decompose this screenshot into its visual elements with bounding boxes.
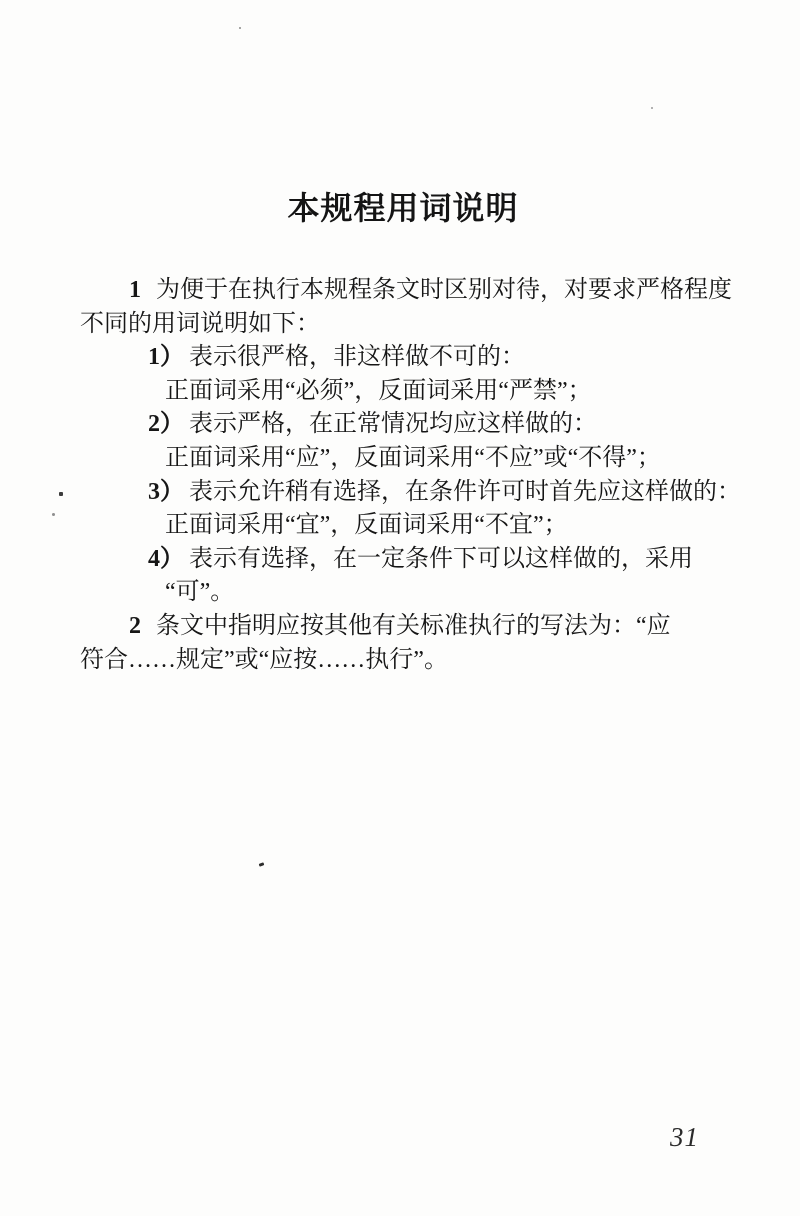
page-number: 31 [670, 1122, 699, 1152]
line-number: 3） [148, 478, 184, 505]
document-title: 本规程用词说明 [287, 190, 519, 226]
line-text: 不同的用词说明如下： [80, 310, 320, 337]
text-line [80, 576, 740, 610]
line-text: 条文中指明应按其他有关标准执行的写法为：“应 [156, 612, 671, 639]
text-line [80, 308, 740, 342]
text-line [80, 543, 740, 577]
text-line [80, 644, 740, 678]
text-line [80, 375, 740, 409]
scan-speck [651, 107, 653, 109]
scan-speck [59, 492, 63, 496]
text-line [80, 442, 740, 476]
scan-speck [52, 513, 55, 516]
line-text: 正面词采用“宜”，反面词采用“不宜”； [165, 512, 568, 539]
text-line [80, 509, 740, 543]
text-line [80, 610, 740, 644]
text-line [80, 476, 740, 510]
line-text: 为便于在执行本规程条文时区别对待，对要求严格程度 [156, 277, 732, 303]
line-number: 1 [129, 277, 141, 303]
scan-speck [259, 862, 265, 867]
document-body [80, 274, 740, 677]
line-number: 1） [148, 344, 184, 371]
line-text: 正面词采用“应”，反面词采用“不应”或“不得”； [165, 444, 661, 471]
line-text: “可”。 [165, 579, 235, 606]
line-text: 表示很严格，非这样做不可的： [189, 344, 525, 371]
line-text: 符合……规定”或“应按……执行”。 [80, 646, 448, 673]
text-line [80, 274, 740, 308]
text-line [80, 408, 740, 442]
line-text: 表示有选择，在一定条件下可以这样做的，采用 [189, 545, 693, 572]
scan-speck [239, 27, 241, 29]
line-number: 4） [148, 545, 184, 572]
line-text: 表示允许稍有选择，在条件许可时首先应这样做的： [189, 478, 741, 505]
text-line [80, 341, 740, 375]
line-text: 正面词采用“必须”，反面词采用“严禁”； [165, 377, 592, 404]
line-text: 表示严格，在正常情况均应这样做的： [189, 411, 597, 438]
line-number: 2 [129, 612, 141, 639]
line-number: 2） [148, 411, 184, 438]
